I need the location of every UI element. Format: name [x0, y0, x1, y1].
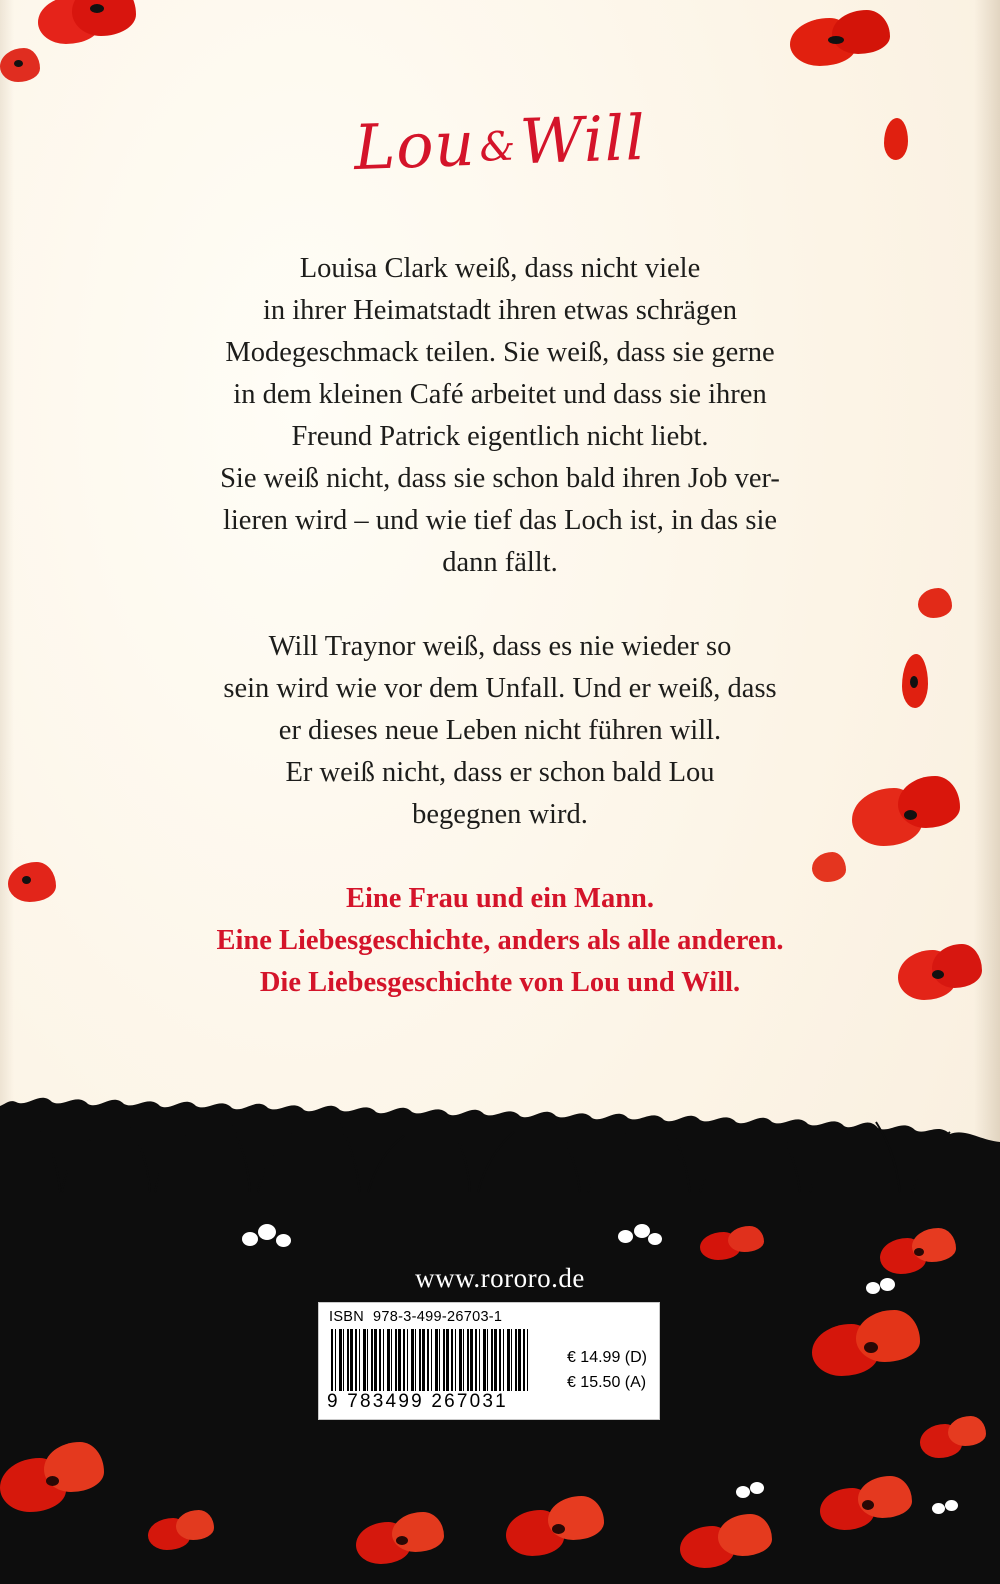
- blurb-text: [120, 248, 880, 1004]
- blurb-line: er dieses neue Leben nicht führen will.: [278, 715, 722, 746]
- blurb-line: dann fällt.: [442, 547, 558, 578]
- blurb-line: Er weiß nicht, dass er schon bald Lou: [285, 757, 715, 788]
- price-austria: € 15.50 (A): [566, 1374, 647, 1391]
- blurb-line: in ihrer Heimatstadt ihren etwas schrägen: [262, 295, 738, 326]
- paragraph-spacer: [120, 836, 880, 878]
- paragraph-spacer: [120, 584, 880, 626]
- blurb-line: lieren wird – und wie tief das Loch ist, in das sie: [222, 505, 778, 536]
- blurb-line: Sie weiß nicht, dass sie schon bald ihren Job ver-: [220, 463, 780, 494]
- page-edge-shading-right: [974, 0, 1000, 1190]
- blurb-line: sein wird wie vor dem Unfall. Und er weiß, dass: [223, 673, 777, 704]
- publisher-url[interactable]: www.rororo.de: [415, 1263, 585, 1293]
- blurb-line: in dem kleinen Café arbeitet und dass sie ihren: [233, 379, 767, 410]
- price-block: [567, 1345, 647, 1395]
- tagline-line: Die Liebesgeschichte von Lou und Will.: [259, 967, 741, 998]
- tagline-line: Eine Frau und ein Mann.: [345, 883, 655, 914]
- isbn-number: 978-3-499-26703-1: [373, 1309, 503, 1325]
- blurb-line: Louisa Clark weiß, dass nicht viele: [299, 253, 701, 284]
- title-ampersand: &: [478, 123, 517, 171]
- title-word-will: Will: [518, 100, 648, 179]
- barcode-stripes: [331, 1329, 531, 1391]
- price-germany: € 14.99 (D): [566, 1349, 647, 1366]
- isbn-label: ISBN: [329, 1309, 365, 1325]
- barcode-block: [318, 1302, 660, 1420]
- blurb-line: begegnen wird.: [412, 799, 588, 830]
- blurb-line: Will Traynor weiß, dass es nie wieder so: [268, 631, 732, 662]
- tagline-line: Eine Liebesgeschichte, anders als alle anderen.: [216, 925, 784, 956]
- blurb-line: Modegeschmack teilen. Sie weiß, dass sie gerne: [225, 337, 775, 368]
- isbn-line: [329, 1309, 502, 1325]
- ean-digits: 9 783499 267031: [327, 1391, 508, 1412]
- blurb-line: Freund Patrick eigentlich nicht liebt.: [291, 421, 709, 452]
- title-word-lou: Lou: [352, 106, 477, 185]
